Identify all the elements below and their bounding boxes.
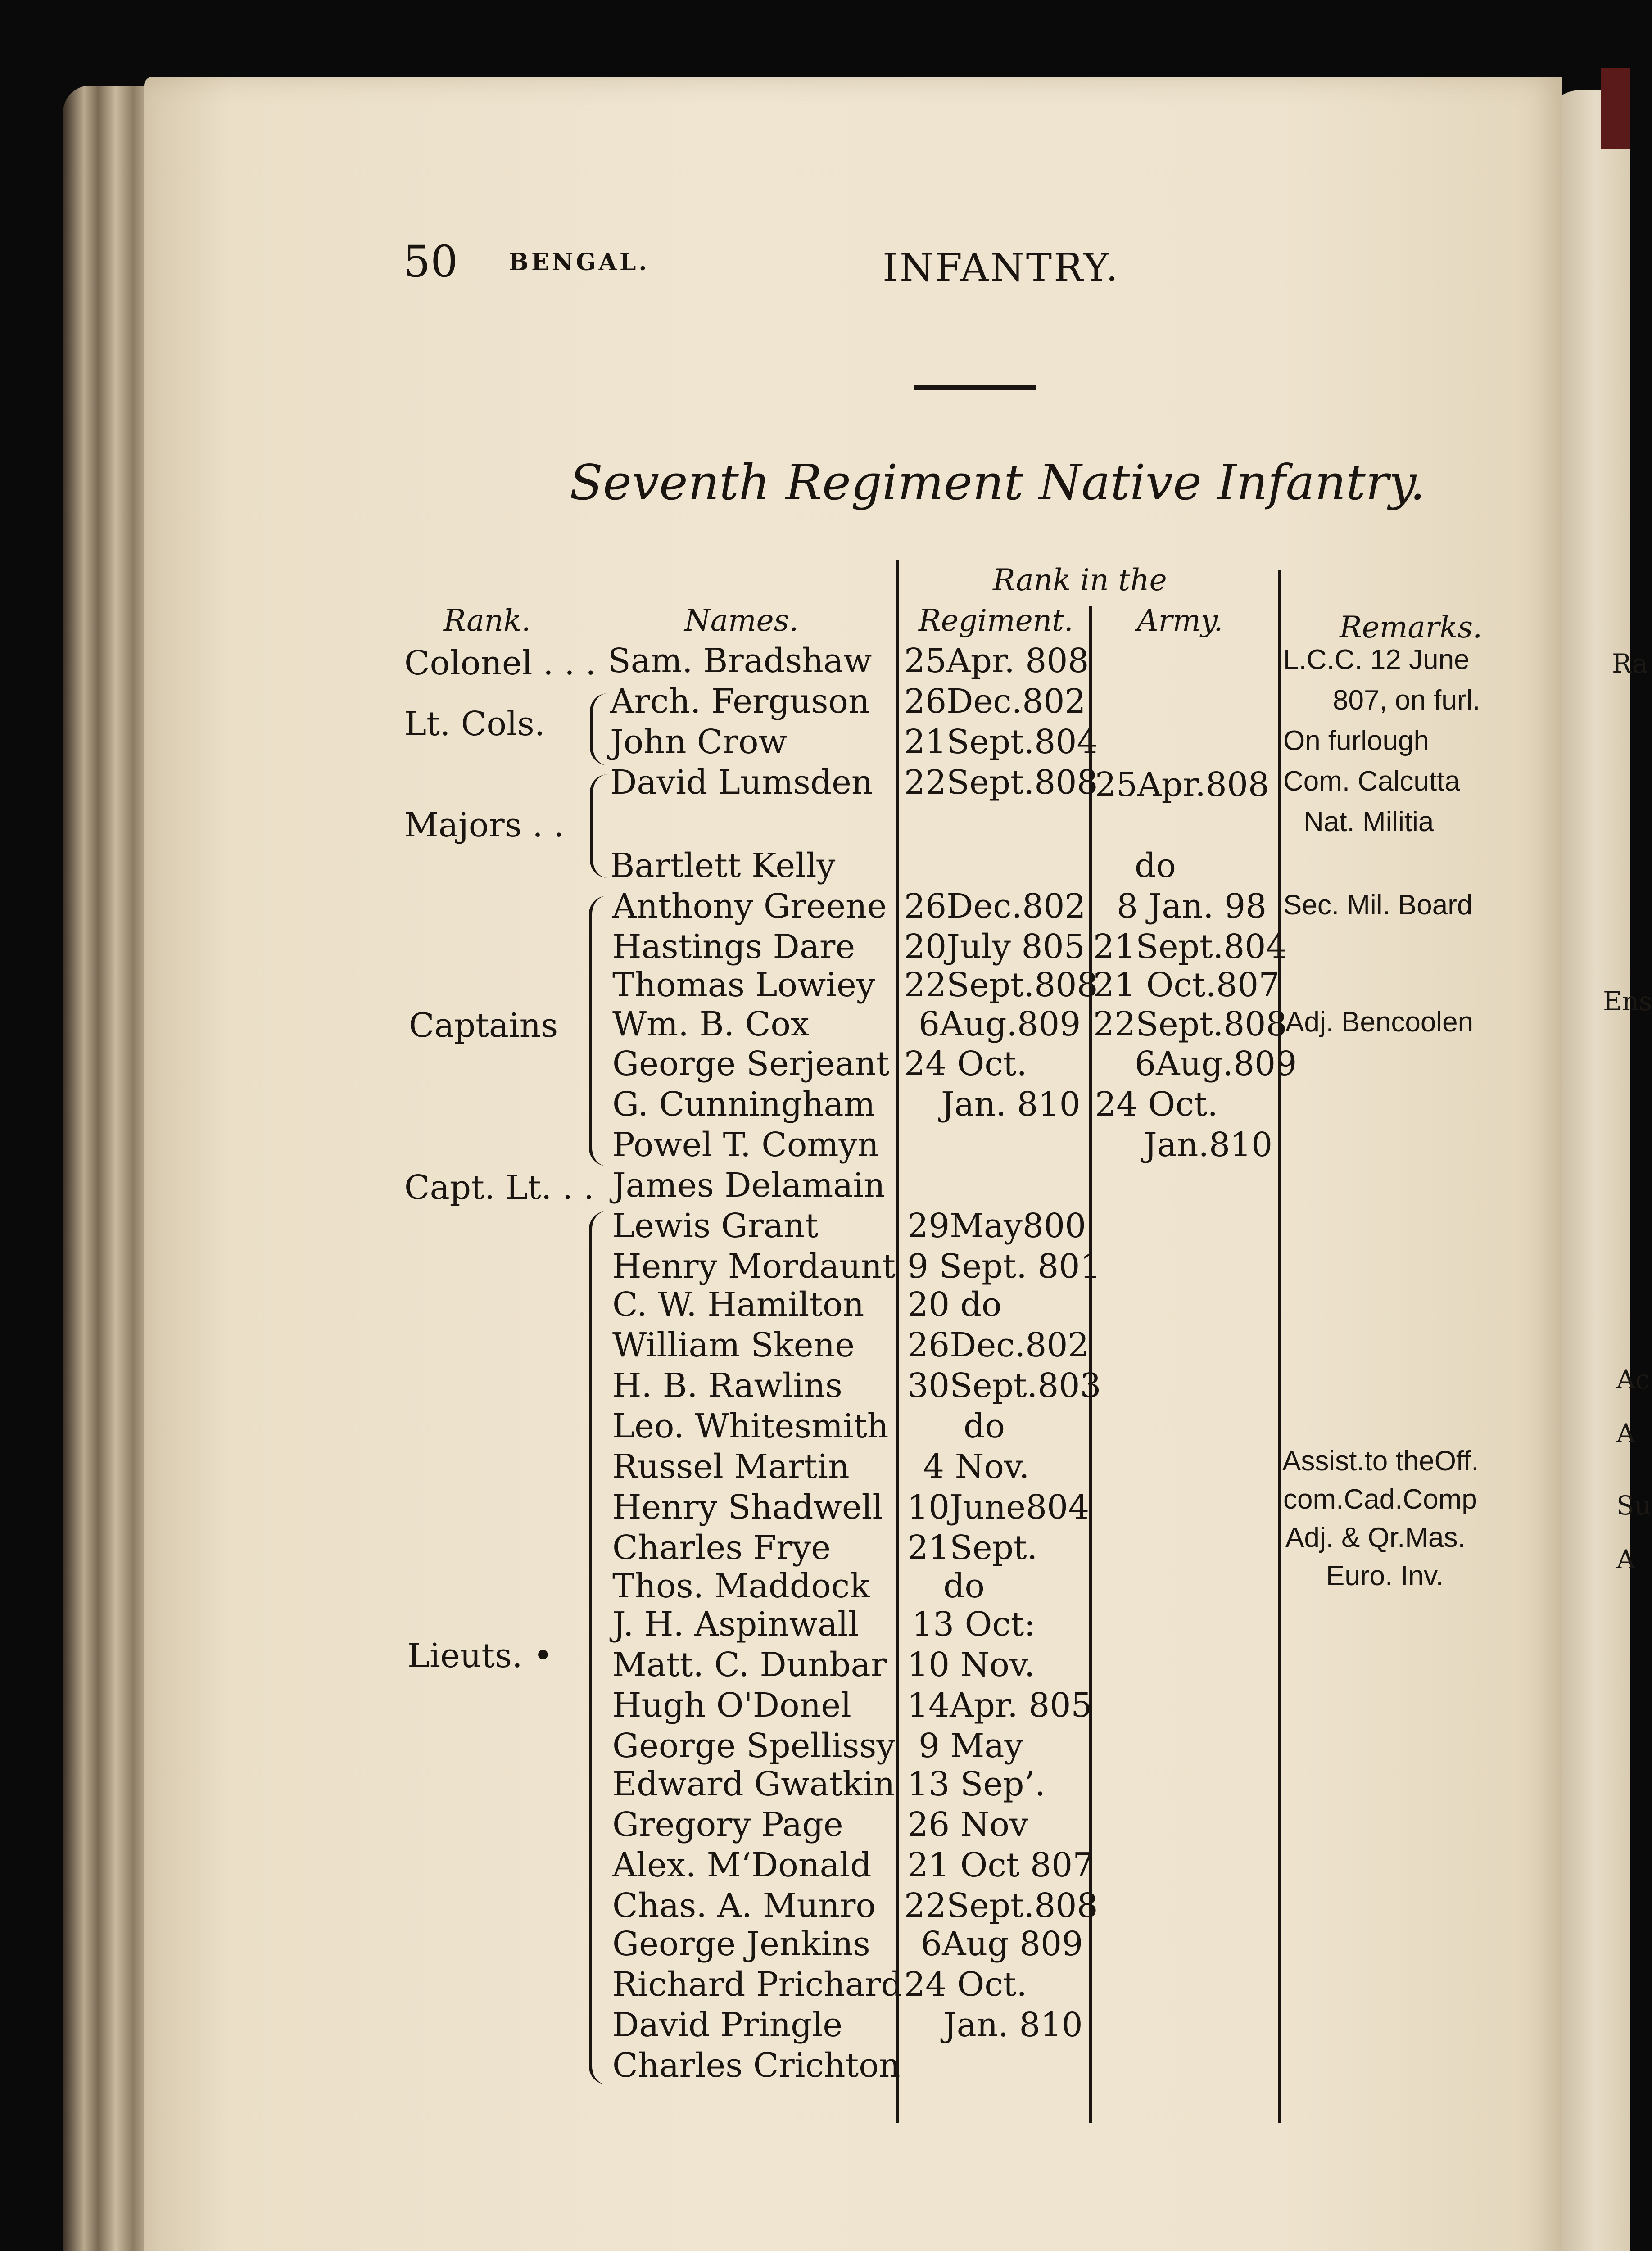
regiment-date: 26Dec.802 <box>904 682 1086 721</box>
column-header-rank: Rank. <box>444 603 531 638</box>
rank-label-capt-lt: Capt. Lt. . . <box>404 1168 594 1207</box>
regiment-date: Jan. 810 <box>941 1085 1081 1124</box>
regiment-date: 6Aug.809 <box>919 1005 1081 1044</box>
officer-name: G. Cunningham <box>612 1085 875 1124</box>
officer-name: Bartlett Kelly <box>610 846 836 885</box>
facing-page-fragment: Ac <box>1616 1364 1650 1395</box>
officer-name: Charles Frye <box>612 1528 831 1567</box>
officer-name: Leo. Whitesmith <box>612 1407 889 1446</box>
column-header-army: Army. <box>1137 603 1223 638</box>
officer-name: Thos. Maddock <box>612 1567 870 1605</box>
officer-name: Chas. A. Munro <box>612 1886 876 1925</box>
column-divider-names-regiment <box>896 560 899 2123</box>
remark-text: Com. Calcutta <box>1283 766 1460 797</box>
officer-name: Charles Crichton <box>612 2046 901 2085</box>
brace-lieuts <box>589 1211 610 2084</box>
rank-label-lt-cols: Lt. Cols. <box>404 705 545 743</box>
army-date: 24 Oct. <box>1095 1085 1218 1124</box>
facing-page-fragment: A <box>1616 1418 1635 1449</box>
remark-text: Adj. & Qr.Mas. <box>1285 1522 1466 1553</box>
remark-text: On furlough <box>1283 725 1429 756</box>
officer-name: C. W. Hamilton <box>612 1285 864 1324</box>
regiment-date: 26 Nov <box>907 1805 1028 1844</box>
officer-name: Henry Shadwell <box>612 1488 883 1527</box>
regiment-date: 10 Nov. <box>907 1645 1035 1684</box>
remark-text: Adj. Bencoolen <box>1285 1007 1474 1038</box>
column-header-regiment: Regiment. <box>919 603 1073 638</box>
officer-name: Henry Mordaunt <box>612 1247 896 1286</box>
remark-text: Sec. Mil. Board <box>1283 890 1473 921</box>
regiment-date: 24 Oct. <box>904 1044 1027 1083</box>
remark-text: Euro. Inv. <box>1326 1560 1444 1591</box>
officer-name: Gregory Page <box>612 1805 843 1844</box>
section-title: Seventh Regiment Native Infantry. <box>570 455 1426 511</box>
officer-name: Arch. Ferguson <box>610 682 870 721</box>
regiment-date: 25Apr. 808 <box>904 642 1089 680</box>
officer-name: James Delamain <box>612 1166 885 1205</box>
regiment-date: 13 Sep’. <box>907 1765 1046 1804</box>
army-date: 21 Oct.807 <box>1093 966 1280 1004</box>
officer-name: David Lumsden <box>610 763 873 802</box>
rank-label-majors: Majors . . <box>404 806 564 845</box>
officer-name: Thomas Lowiey <box>612 966 875 1004</box>
officer-name: J. H. Aspinwall <box>612 1605 859 1644</box>
header-rule <box>914 385 1036 390</box>
army-date: 8 Jan. 98 <box>1117 887 1267 926</box>
remark-text: L.C.C. 12 June <box>1283 644 1470 675</box>
regiment-date: 22Sept.808 <box>904 1886 1098 1925</box>
officer-name: Hugh O'Donel <box>612 1686 851 1725</box>
army-date: 22Sept.808 <box>1093 1005 1287 1044</box>
regiment-date: 22Sept.808 <box>904 763 1098 802</box>
regiment-date: 22Sept.808 <box>904 966 1098 1004</box>
running-head-presidency: BENGAL. <box>509 249 650 276</box>
remark-text: 807, on furl. <box>1333 685 1480 716</box>
regiment-date: 30Sept.803 <box>907 1366 1101 1405</box>
officer-name: Matt. C. Dunbar <box>612 1645 887 1684</box>
officer-name: Russel Martin <box>612 1447 850 1486</box>
facing-page-fragment: Su <box>1616 1490 1652 1521</box>
rank-label-colonel: Colonel . . . <box>404 644 596 683</box>
officer-name: Anthony Greene <box>612 887 887 926</box>
regiment-date: do <box>964 1407 1005 1446</box>
facing-page-fragment: A <box>1616 1544 1635 1575</box>
brace-majors <box>590 774 611 878</box>
army-date: do <box>1135 846 1176 885</box>
officer-name: Powel T. Comyn <box>612 1126 879 1164</box>
officer-name: Wm. B. Cox <box>612 1005 810 1044</box>
remark-text: Assist.to theOff. <box>1282 1446 1479 1477</box>
regiment-date: 10June804 <box>907 1488 1090 1527</box>
column-divider-army-remarks <box>1278 570 1281 2123</box>
officer-name: Lewis Grant <box>612 1207 819 1245</box>
facing-page-fragment: Ens <box>1603 986 1652 1017</box>
regiment-date: 20 do <box>907 1285 1002 1324</box>
regiment-date: 14Apr. 805 <box>907 1686 1092 1725</box>
officer-name: Edward Gwatkin <box>612 1765 895 1804</box>
regiment-date: 13 Oct: <box>912 1605 1036 1644</box>
column-header-names: Names. <box>684 603 799 638</box>
page-number: 50 <box>403 236 458 287</box>
column-header-rank-in-the: Rank in the <box>993 563 1167 597</box>
regiment-date: 9 May <box>919 1727 1023 1765</box>
regiment-date: do <box>943 1567 985 1605</box>
regiment-date: 26Dec.802 <box>904 887 1086 926</box>
officer-name: H. B. Rawlins <box>612 1366 842 1405</box>
regiment-date: 21Sept. <box>907 1528 1038 1567</box>
regiment-date: 6Aug 809 <box>921 1925 1083 1963</box>
remark-text: Nat. Militia <box>1303 806 1434 837</box>
rank-label-lieuts: Lieuts. • <box>407 1636 553 1675</box>
brace-lt-cols <box>590 693 611 765</box>
officer-name: George Jenkins <box>612 1925 870 1963</box>
army-date: Jan.810 <box>1144 1126 1273 1164</box>
officer-name: William Skene <box>612 1326 855 1365</box>
regiment-date: 24 Oct. <box>904 1965 1027 2004</box>
rank-label-captains: Captains <box>409 1006 558 1045</box>
regiment-date: 26Dec.802 <box>907 1326 1089 1365</box>
running-head-branch: INFANTRY. <box>883 245 1120 290</box>
officer-name: Sam. Bradshaw <box>608 642 872 680</box>
army-date: 21Sept.804 <box>1093 927 1287 966</box>
officer-name: Hastings Dare <box>612 927 855 966</box>
regiment-date: 21Sept.804 <box>904 723 1098 761</box>
regiment-date: 29May800 <box>907 1207 1086 1245</box>
brace-captains <box>589 896 610 1166</box>
book-cover-edge <box>1601 68 1630 149</box>
regiment-date: 9 Sept. 801 <box>907 1247 1101 1286</box>
army-date: 6Aug.809 <box>1135 1044 1297 1083</box>
facing-page-fragment: Ra <box>1612 648 1648 679</box>
regiment-date: 20July 805 <box>904 927 1085 966</box>
officer-name: George Spellissy <box>612 1727 896 1765</box>
officer-name: Richard Prichard <box>612 1965 902 2004</box>
officer-name: George Serjeant <box>612 1044 890 1083</box>
regiment-date: 4 Nov. <box>923 1447 1030 1486</box>
regiment-date: 21 Oct 807 <box>907 1846 1094 1885</box>
officer-name: John Crow <box>610 723 787 761</box>
column-header-remarks: Remarks. <box>1340 610 1483 645</box>
remark-text: com.Cad.Comp <box>1283 1484 1477 1515</box>
army-date: 25Apr.808 <box>1095 765 1269 804</box>
officer-name: Alex. M‘Donald <box>612 1846 872 1885</box>
regiment-date: Jan. 810 <box>943 2006 1083 2044</box>
officer-name: David Pringle <box>612 2006 843 2044</box>
